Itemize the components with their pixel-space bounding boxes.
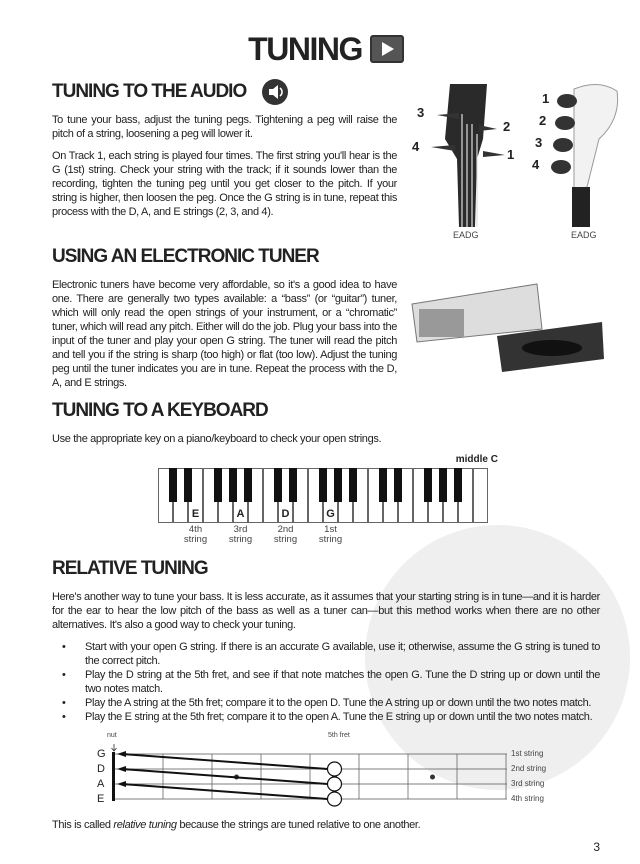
- audio-para-1: To tune your bass, adjust the tuning pegs. Tightening a peg will raise the pitch of a string, loosening a peg will lower it.: [52, 113, 397, 140]
- peg-number: 4: [412, 138, 420, 154]
- peg-number: 3: [417, 104, 425, 120]
- list-item: • Play the A string at the 5th fret; compare it to the open D. Tune the A string up or down until the two notes match.: [60, 696, 600, 710]
- play-icon[interactable]: [370, 35, 404, 63]
- key-string-label: 4th string: [183, 523, 208, 545]
- peg-number: 1: [507, 146, 515, 162]
- string-name: A: [97, 777, 105, 790]
- fret-5-note-circle: [328, 792, 342, 806]
- black-key: [334, 468, 342, 502]
- arrow-head: [117, 766, 126, 772]
- key-string-label: 3rd string: [228, 523, 253, 545]
- fret-label: 5th fret: [328, 731, 350, 739]
- headstock-image-2: [532, 79, 629, 244]
- peg-number: 1: [542, 90, 550, 106]
- strings-label: EADG: [571, 229, 597, 240]
- black-key: [349, 468, 357, 502]
- speaker-icon[interactable]: [262, 79, 288, 105]
- black-key: [289, 468, 297, 502]
- string-label: 4th string: [511, 793, 544, 803]
- list-item: • Start with your open G string. If there is an accurate G available, use it; otherwise, assume the G string is tuned to the correct pitch.: [60, 640, 600, 668]
- closing-text: This is called relative tuning because the strings are tuned relative to one another.: [52, 818, 421, 831]
- key-string-label: 2nd string: [273, 523, 298, 545]
- page-number: 3: [593, 839, 600, 854]
- black-key: [229, 468, 237, 502]
- relative-para: Here's another way to tune your bass. It is less accurate, as it assumes that your starting string is in tune—and it is harder for the ear to hear the low pitch of the bass as well as a tuner can—but this method works when there are no other alternatives. It's also a good way to check your tuning.: [52, 590, 600, 631]
- heading-keyboard: TUNING TO A KEYBOARD: [52, 399, 268, 421]
- string-name: D: [97, 762, 105, 775]
- nut: [112, 752, 115, 801]
- keyboard-para: Use the appropriate key on a piano/keyboard to check your open strings.: [52, 432, 382, 445]
- peg-number: 3: [535, 134, 543, 150]
- key-note-label: D: [281, 507, 290, 520]
- black-key: [169, 468, 177, 502]
- heading-audio-row: [52, 79, 397, 105]
- string-label: 1st string: [511, 748, 544, 758]
- section-tuner: [52, 244, 600, 398]
- black-key: [244, 468, 252, 502]
- black-key: [379, 468, 387, 502]
- black-key: [439, 468, 447, 502]
- key-string-label: 1st string: [318, 523, 343, 545]
- peg-number: 2: [503, 118, 511, 134]
- key-note-label: G: [326, 507, 335, 520]
- heading-tuner: USING AN ELECTRONIC TUNER: [52, 245, 319, 267]
- arrow-head: [117, 781, 126, 787]
- black-key: [424, 468, 432, 502]
- black-key: [214, 468, 222, 502]
- fret-5-note-circle: [328, 777, 342, 791]
- keyboard-figure: [158, 454, 498, 546]
- page-title: TUNING: [52, 26, 600, 69]
- heading-relative: RELATIVE TUNING: [52, 557, 208, 579]
- black-key: [394, 468, 402, 502]
- headstock-image-1: [412, 79, 517, 244]
- nut-arrow: [112, 744, 117, 751]
- fret-marker-dot: [430, 774, 435, 779]
- list-item: • Play the D string at the 5th fret, and see if that note matches the open G. Tune the D string up or down until the two notes match.: [60, 668, 600, 696]
- tuner-photo: [407, 264, 607, 374]
- black-key: [319, 468, 327, 502]
- string-label: 2nd string: [511, 763, 547, 773]
- tuning-arrow: [122, 754, 328, 769]
- fretboard-diagram: [95, 732, 575, 812]
- string-label: 3rd string: [511, 778, 545, 788]
- heading-audio: TUNING TO THE AUDIO: [52, 80, 247, 102]
- tuner-para: Electronic tuners have become very affordable, so it's a good idea to have one. There are generally two types available: a “bass” (or “guitar”) tuner, which will only read the open strings of your instrument, or a “chromatic” tuner, which will read any pitch. Either will do the job. Plug your bass into the input of the tuner and play your open G string. The tuner will read the pitch and tell you if the string is sharp (too high) or flat (too low). Adjust the tuning peg until the tuner indicates you are in tune. Repeat the process with the D, A, and E strings.: [52, 278, 397, 389]
- peg-number: 4: [532, 156, 540, 172]
- string-name: E: [97, 792, 105, 805]
- black-key: [184, 468, 192, 502]
- key-note-label: E: [191, 507, 200, 520]
- peg-number: 2: [539, 112, 547, 128]
- arrow-head: [117, 751, 126, 757]
- list-item: • Play the E string at the 5th fret; compare it to the open A. Tune the E string up or down until the two notes match.: [60, 710, 600, 724]
- tuning-arrow: [122, 784, 328, 799]
- black-key: [274, 468, 282, 502]
- piano-keyboard: [158, 468, 488, 523]
- relative-steps-list: [52, 640, 600, 724]
- strings-label: EADG: [453, 229, 479, 240]
- tuning-arrow: [122, 769, 328, 784]
- string-name: G: [97, 747, 106, 760]
- black-key: [454, 468, 462, 502]
- key-note-label: A: [236, 507, 245, 520]
- nut-label: nut: [107, 731, 117, 739]
- white-key: [473, 468, 488, 523]
- audio-para-2: On Track 1, each string is played four times. The first string you'll hear is the G (1st) string. Check your string with the track; if it sounds lower than the recording, tighten the tuning peg until you get closer to the pitch. If your string is higher, then loosen the peg. Once the G string is in tune, repeat this process with the D, A, and E strings (2, 3, and 4).: [52, 149, 397, 218]
- section-audio: [52, 79, 600, 244]
- fret-5-note-circle: [328, 762, 342, 776]
- section-keyboard: [52, 398, 600, 546]
- section-relative: [52, 556, 600, 832]
- middle-c-label: middle C: [455, 453, 498, 465]
